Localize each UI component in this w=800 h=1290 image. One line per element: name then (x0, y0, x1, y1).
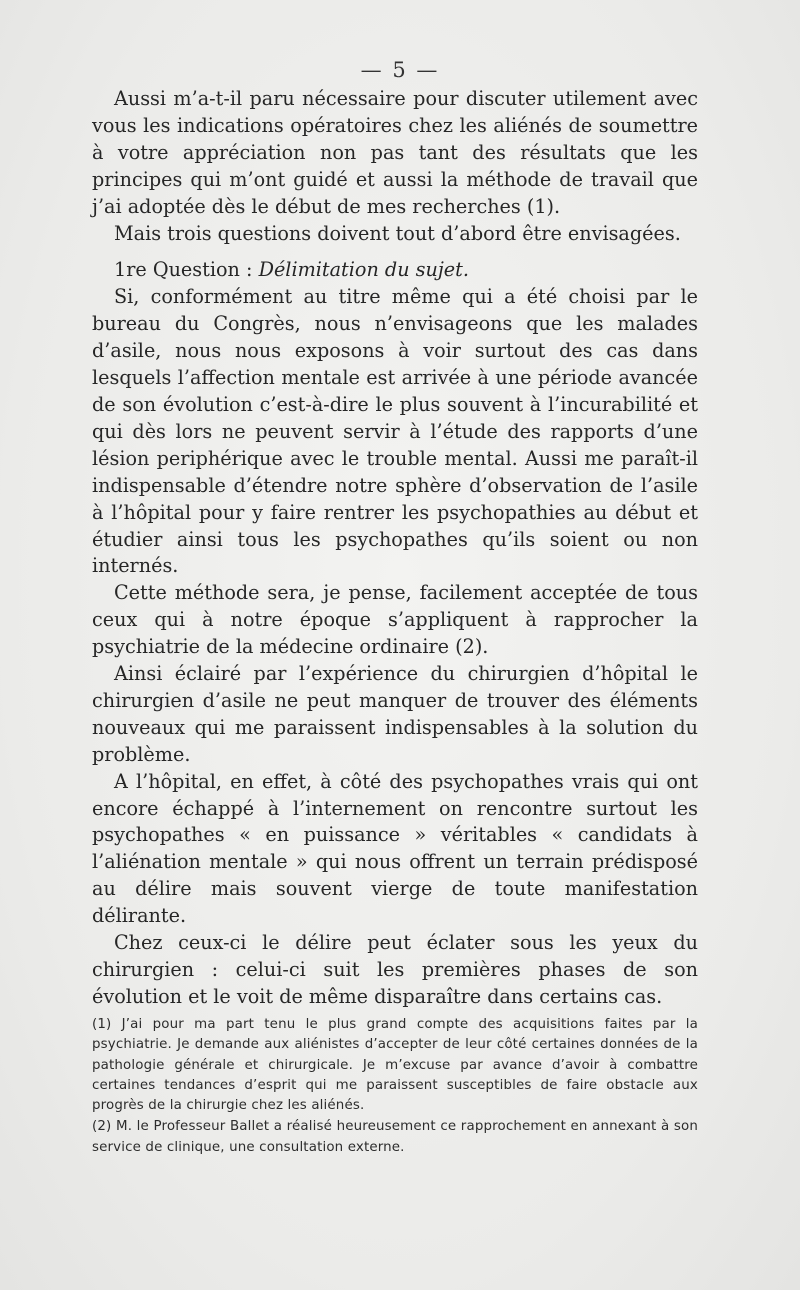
footnote-1: (1) J’ai pour ma part tenu le plus grand compte des acquisitions faites par la psychiatrie. Je demande aux aliénistes d’accepter de leur côté certaines données de la pathologie générale et chirurgicale. Je m’excuse par avance d’avoir à combattre certaines tendances d’esprit qui me paraissent susceptibles de faire obstacle aux progrès de la chirurgie chez les aliénés. (92, 1017, 698, 1114)
question-heading (92, 257, 698, 284)
paragraph-congress: Si, conformément au titre même qui a été choisi par le bureau du Congrès, nous n’envisageons que les malades d’asile, nous nous exposons à voir surtout des cas dans lesquels l’affection mentale est arrivée à une période avancée de son évolution c’est-à-dire le plus souvent à l’incurabilité et qui dès lors ne peuvent servir à l’étude des rapports d’une lésion periphérique avec le trouble mental. Aussi me paraît-il indispensable d’étendre notre sphère d’observation de l’asile à l’hôpital pour y faire rentrer les psychopathies au début et étudier ainsi tous les psychopathes qu’ils soient ou non internés. (92, 285, 698, 578)
paragraph-intro: Aussi m’a-t-il paru nécessaire pour discuter utilement avec vous les indications opératoires chez les aliénés de soumettre à votre appréciation non pas tant des résultats que les principes qui m’ont guidé et aussi la méthode de travail que j’ai adoptée dès le début de mes recherches (1). (92, 87, 698, 218)
footnotes (92, 1015, 698, 1159)
paragraph-three-questions: Mais trois questions doivent tout d’abord être envisagées. (114, 221, 681, 245)
paragraph-experience: Ainsi éclairé par l’expérience du chirurgien d’hôpital le chirurgien d’asile ne peut manquer de trouver des éléments nouveaux qui me paraissent indispensables à la solution du problème. (92, 662, 698, 766)
question-title: Délimitation du sujet. (258, 258, 469, 282)
question-label: 1re Question : (114, 258, 253, 282)
page-number: — 5 — (360, 58, 440, 82)
paragraph-method: Cette méthode sera, je pense, facilement acceptée de tous ceux qui à notre époque s’appliquent à rapprocher la psychiatrie de la médecine ordinaire (2). (92, 581, 698, 659)
paragraph-delire: Chez ceux-ci le délire peut éclater sous les yeux du chirurgien : celui-ci suit les premières phases de son évolution et le voit de même disparaître dans certains cas. (92, 931, 698, 1008)
body-text (92, 86, 698, 1011)
footnote-2: (2) M. le Professeur Ballet a réalisé heureusement ce rapprochement en annexant à son service de clinique, une consultation externe. (92, 1119, 698, 1155)
paragraph-hospital: A l’hôpital, en effet, à côté des psychopathes vrais qui ont encore échappé à l’internement on rencontre surtout les psychopathes « en puissance » véritables « candidats à l’aliénation mentale » qui nous offrent un terrain prédisposé au délire mais souvent vierge de toute manifestation délirante. (92, 769, 698, 928)
